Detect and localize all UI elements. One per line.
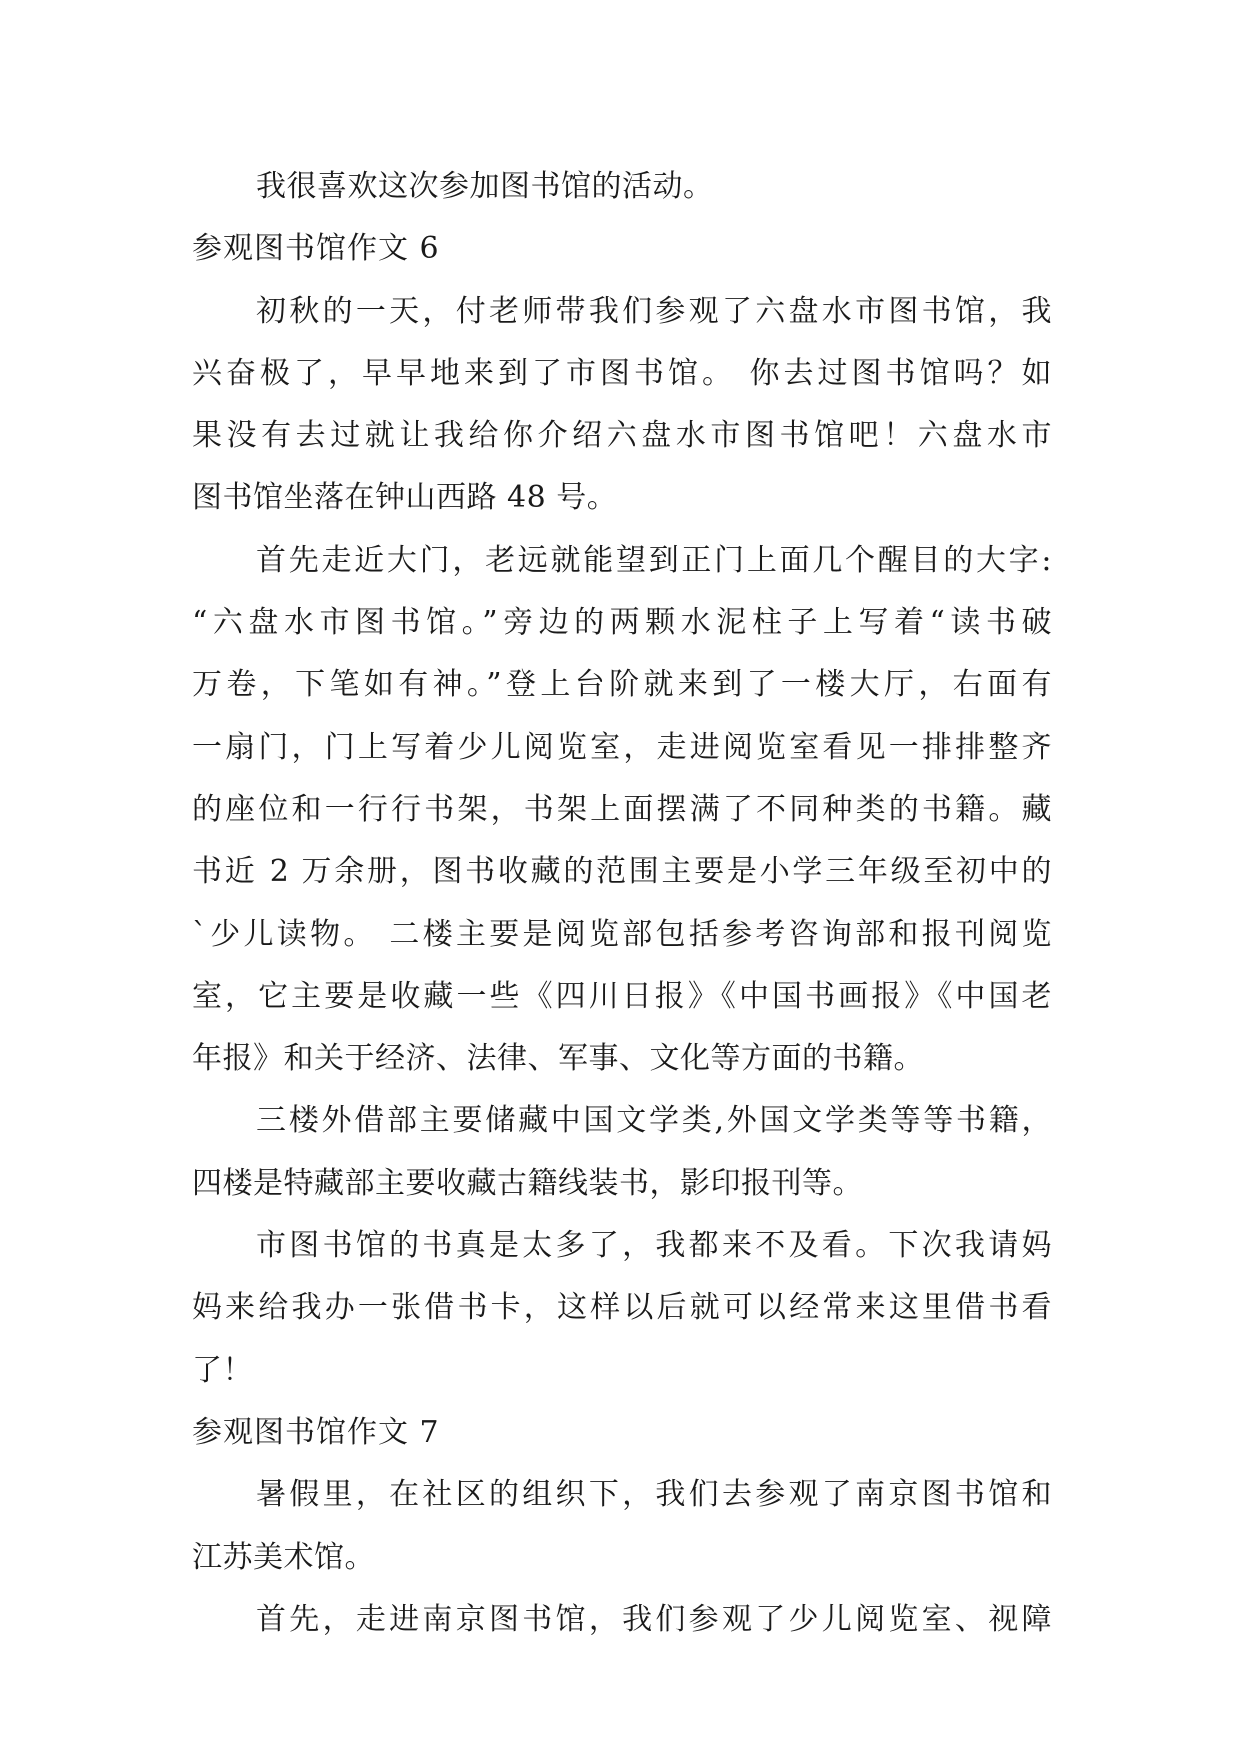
paragraph-line: 妈来给我办一张借书卡，这样以后就可以经常来这里借书看 xyxy=(192,1290,1052,1326)
section-heading: 参观图书馆作文 6 xyxy=(192,231,440,267)
paragraph-line: 图书馆坐落在钟山西路 48 号。 xyxy=(192,480,618,516)
paragraph-line: 一扇门，门上写着少儿阅览室，走进阅览室看见一排排整齐 xyxy=(192,729,1052,765)
paragraph-line: 首先走近大门，老远就能望到正门上面几个醒目的大字: xyxy=(256,542,1052,578)
paragraph-line: 果没有去过就让我给你介绍六盘水市图书馆吧！六盘水市 xyxy=(192,418,1052,454)
paragraph-line: “六盘水市图书馆。”旁边的两颗水泥柱子上写着“读书破 xyxy=(192,605,1052,641)
paragraph-line: 室，它主要是收藏一些《四川日报》《中国书画报》《中国老 xyxy=(192,978,1052,1014)
paragraph-line: 首先，走进南京图书馆，我们参观了少儿阅览室、视障 xyxy=(256,1601,1052,1637)
paragraph-line: 的座位和一行行书架，书架上面摆满了不同种类的书籍。藏 xyxy=(192,791,1052,827)
paragraph-line: 书近 2 万余册，图书收藏的范围主要是小学三年级至初中的 xyxy=(192,854,1052,890)
paragraph-line: 三楼外借部主要储藏中国文学类,外国文学类等等书籍， xyxy=(256,1103,1052,1139)
paragraph-line: 四楼是特藏部主要收藏古籍线装书，影印报刊等。 xyxy=(192,1165,863,1201)
paragraph-line: 暑假里，在社区的组织下，我们去参观了南京图书馆和 xyxy=(256,1477,1052,1513)
paragraph-line: 江苏美术馆。 xyxy=(192,1539,375,1575)
paragraph-line: 年报》和关于经济、法律、军事、文化等方面的书籍。 xyxy=(192,1041,924,1077)
paragraph-line: 了！ xyxy=(192,1352,253,1388)
document-page xyxy=(192,156,1052,1651)
paragraph-line: 初秋的一天，付老师带我们参观了六盘水市图书馆，我 xyxy=(256,293,1052,329)
section-heading: 参观图书馆作文 7 xyxy=(192,1414,440,1450)
paragraph-line: 市图书馆的书真是太多了，我都来不及看。下次我请妈 xyxy=(256,1228,1052,1264)
paragraph-line: 我很喜欢这次参加图书馆的活动。 xyxy=(256,169,714,204)
paragraph-line: 兴奋极了，早早地来到了市图书馆。 你去过图书馆吗？如 xyxy=(192,355,1052,391)
paragraph-line: 万卷，下笔如有神。”登上台阶就来到了一楼大厅，右面有 xyxy=(192,667,1052,703)
paragraph-line: `少儿读物。 二楼主要是阅览部包括参考咨询部和报刊阅览 xyxy=(192,916,1052,952)
